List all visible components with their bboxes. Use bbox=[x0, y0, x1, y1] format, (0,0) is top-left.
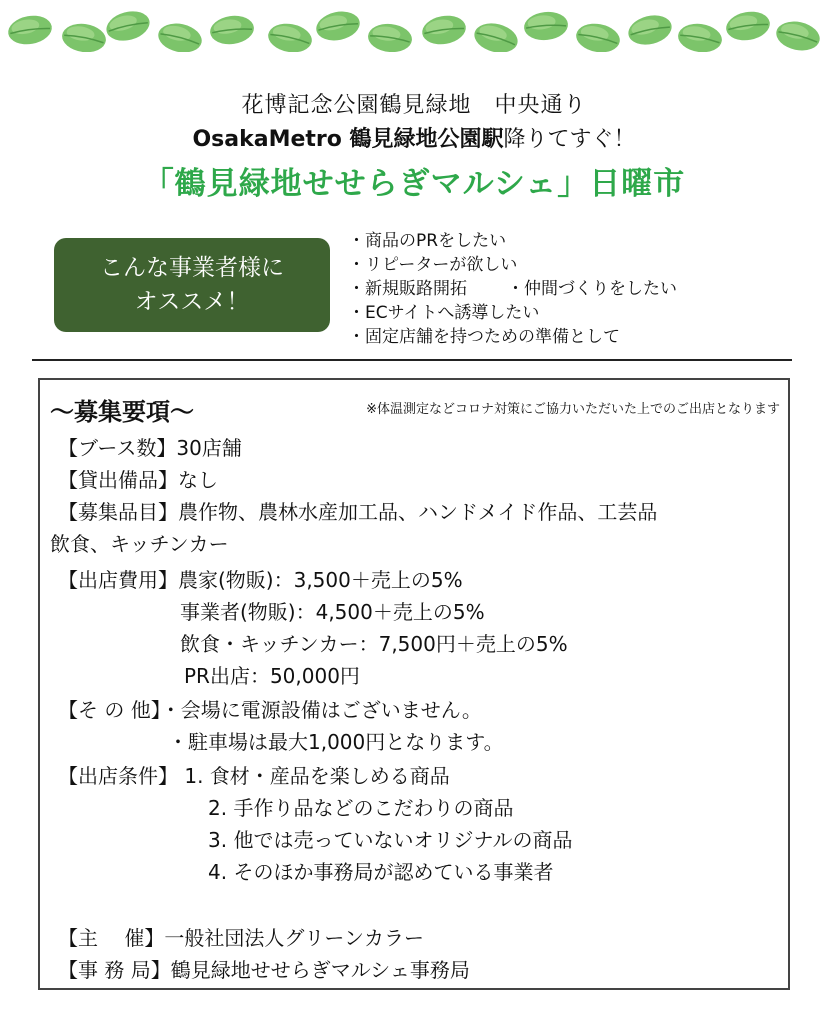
rental-items: 【貸出備品】なし bbox=[58, 468, 218, 492]
leaf-border bbox=[0, 8, 828, 52]
leaf-icon bbox=[420, 12, 468, 47]
fee-food: 飲食・キッチンカー：7,500円＋売上の5% bbox=[180, 632, 568, 656]
leaf-icon bbox=[266, 20, 314, 52]
leaf-icon bbox=[367, 22, 414, 52]
condition-2: 2. 手作り品などのこだわりの商品 bbox=[208, 796, 514, 820]
venue-line: 花博記念公園鶴見緑地 中央通り bbox=[241, 93, 587, 118]
leaf-icon bbox=[774, 18, 823, 52]
organizer: 【主 催】一般社団法人グリーンカラー bbox=[58, 926, 424, 950]
booth-count: 【ブース数】30店舗 bbox=[58, 436, 242, 460]
list-item: ・商品のPRをしたい bbox=[348, 231, 507, 251]
other-power: 【そ の 他】・会場に電源設備はございません。 bbox=[58, 698, 482, 722]
fee-business: 事業者(物販)：4,500＋売上の5% bbox=[180, 600, 485, 624]
leaf-icon bbox=[676, 21, 723, 52]
office: 【事 務 局】鶴見緑地せせらぎマルシェ事務局 bbox=[58, 958, 470, 982]
leaf-icon bbox=[6, 12, 54, 47]
list-item-text: ・新規販路開拓 bbox=[348, 279, 467, 299]
list-item-text: ・仲間づくりをしたい bbox=[507, 279, 677, 299]
badge-line-1: こんな事業者様に bbox=[100, 255, 284, 281]
fee-pr: PR出店：50,000円 bbox=[184, 664, 360, 688]
fee-farmer: 【出店費用】農家(物販)：3,500＋売上の5% bbox=[58, 568, 463, 592]
recruit-box bbox=[38, 378, 790, 990]
leaf-icon bbox=[103, 8, 153, 45]
list-item: ・固定店舗を持つための準備として bbox=[348, 327, 620, 347]
condition-3: 3. 他では売っていないオリジナルの商品 bbox=[208, 828, 573, 852]
condition-1: 【出店条件】 1. 食材・産品を楽しめる商品 bbox=[58, 764, 450, 788]
recruit-items: 【募集品目】農作物、農林水産加工品、ハンドメイド作品、工芸品 bbox=[58, 500, 658, 524]
other-parking: ・駐車場は最大1,000円となります。 bbox=[168, 730, 504, 754]
leaf-icon bbox=[208, 13, 255, 47]
leaf-icon bbox=[523, 10, 570, 42]
leaf-icon bbox=[625, 11, 674, 49]
access-line bbox=[0, 122, 828, 153]
leaf-icon bbox=[156, 20, 205, 52]
recruit-items-cont: 飲食、キッチンカー bbox=[50, 532, 229, 556]
leaf-icon bbox=[724, 8, 772, 43]
list-item bbox=[348, 277, 677, 301]
list-item: ・リピーターが欲しい bbox=[348, 255, 518, 275]
leaf-icon bbox=[314, 8, 363, 44]
leaf-icon bbox=[471, 19, 520, 52]
event-title: 「鶴見緑地せせらぎマルシェ」日曜市 bbox=[142, 166, 686, 202]
divider bbox=[32, 359, 792, 361]
station-name: OsakaMetro 鶴見緑地公園駅 bbox=[192, 127, 504, 152]
recommend-list bbox=[348, 229, 677, 349]
leaf-icon bbox=[60, 21, 107, 52]
badge-line-2: オススメ！ bbox=[134, 289, 250, 315]
covid-note: ※体温測定などコロナ対策にご協力いただいた上でのご出店となります bbox=[366, 402, 780, 417]
list-item: ・ECサイトへ誘導したい bbox=[348, 303, 540, 323]
access-note: 降りてすぐ！ bbox=[503, 127, 636, 152]
leaf-icon bbox=[574, 20, 622, 52]
condition-4: 4. そのほか事務局が認めている事業者 bbox=[208, 860, 554, 884]
recommend-badge bbox=[54, 238, 330, 332]
recruit-title: 〜募集要項〜 bbox=[50, 398, 194, 426]
